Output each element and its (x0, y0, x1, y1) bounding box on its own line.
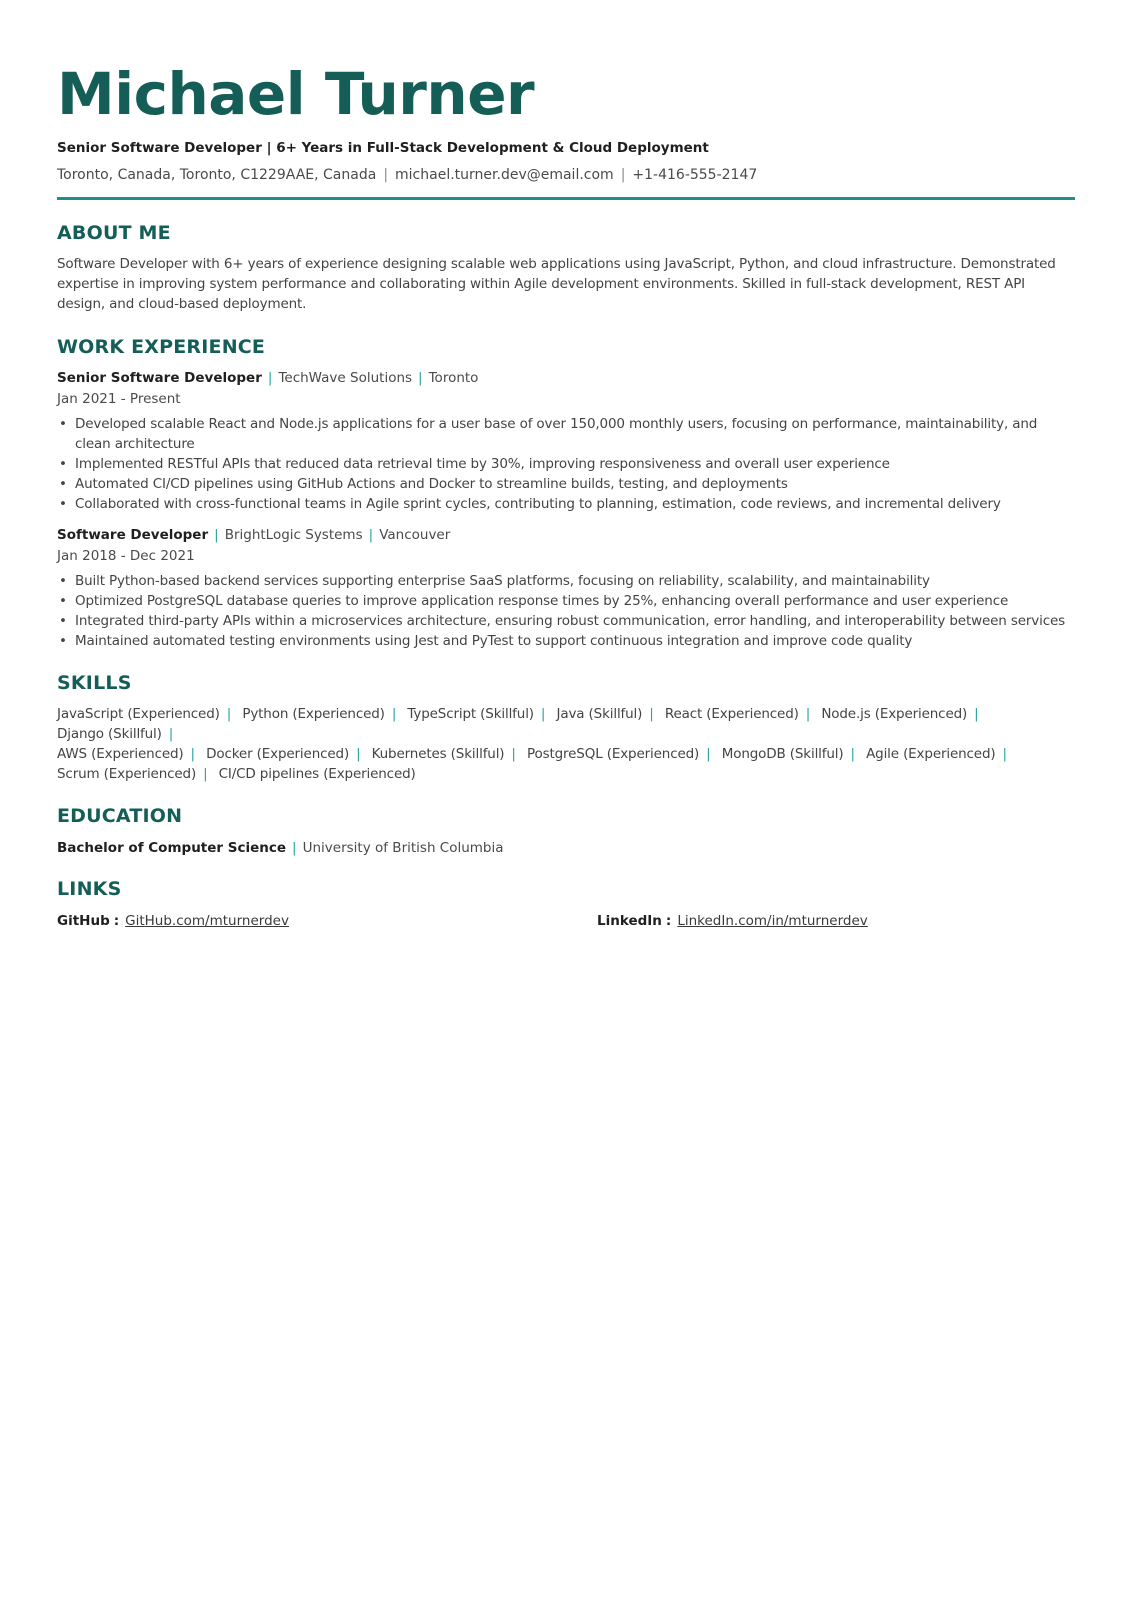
skill-item (527, 746, 718, 762)
skill-separator: | (649, 706, 654, 722)
bullet-text: Built Python-based backend services supporting enterprise SaaS platforms, focusing on reliability, scalability, and maintainability (75, 573, 930, 589)
bullet-text: Integrated third-party APIs within a microservices architecture, ensuring robust communication, error handling, and interoperability between services (75, 613, 1066, 629)
skill-label: Kubernetes (Skillful) (371, 746, 505, 762)
linkedin-label: LinkedIn (597, 913, 662, 929)
education-section (57, 804, 1075, 857)
skill-label: Python (Experienced) (242, 706, 385, 722)
phone[interactable]: +1-416-555-2147 (632, 167, 758, 183)
job-entry (57, 369, 1075, 514)
education-entry (57, 839, 1075, 857)
skill-item (57, 706, 238, 722)
job-entry (57, 526, 1075, 651)
skill-label: Docker (Experienced) (206, 746, 350, 762)
location: Toronto, Canada, Toronto, C1229AAE, Canada (57, 167, 377, 183)
link-colon: : (665, 913, 672, 929)
job-role: Software Developer (57, 527, 209, 543)
bullet-text: Optimized PostgreSQL database queries to improve application response times by 25%, enhancing overall performance and user experience (75, 593, 1009, 609)
bullet-dot: • (59, 496, 67, 512)
job-city: Vancouver (379, 527, 451, 543)
bullet-dot: • (59, 476, 67, 492)
bullet-text: Collaborated with cross-functional teams in Agile sprint cycles, contributing to planning, estimation, code reviews, and incremental delivery (75, 496, 1001, 512)
skill-label: Agile (Experienced) (866, 746, 996, 762)
skill-separator: | (168, 726, 174, 742)
job-city: Toronto (428, 370, 479, 386)
skill-separator: | (706, 746, 711, 762)
skill-item (57, 766, 214, 782)
job-separator: | (267, 370, 273, 386)
github-label: GitHub (57, 913, 110, 929)
list-item (57, 454, 1075, 474)
skill-separator: | (805, 706, 811, 722)
contact-separator: | (620, 167, 626, 183)
list-item (57, 474, 1075, 494)
school: University of British Columbia (302, 840, 504, 856)
skill-item (242, 706, 403, 722)
skill-label: PostgreSQL (Experienced) (526, 746, 700, 762)
skill-label: Scrum (Experienced) (57, 766, 197, 782)
job-role: Senior Software Developer (57, 370, 262, 386)
bullet-dot: • (59, 633, 67, 649)
header-divider (57, 197, 1075, 200)
skill-item (665, 706, 817, 722)
job-separator: | (368, 527, 374, 543)
skill-item (407, 706, 552, 722)
skill-label: Django (Skillful) (57, 726, 162, 742)
section-title-skills: SKILLS (57, 672, 132, 694)
bullet-dot: • (59, 456, 67, 472)
skill-label: React (Experienced) (664, 706, 799, 722)
job-bullets (57, 414, 1075, 514)
github-link-item (57, 912, 289, 930)
skill-separator: | (190, 746, 195, 762)
skill-separator: | (1002, 746, 1007, 762)
degree: Bachelor of Computer Science (57, 840, 287, 856)
linkedin-link[interactable]: LinkedIn.com/in/mturnerdev (677, 913, 868, 929)
list-item (57, 414, 1075, 454)
skills-list (57, 704, 1075, 784)
about-section (57, 221, 1075, 314)
skill-item (57, 726, 180, 742)
list-item (57, 591, 1075, 611)
github-link[interactable]: GitHub.com/mturnerdev (125, 913, 289, 929)
job-dates: Jan 2018 - Dec 2021 (57, 548, 195, 564)
bullet-text: Automated CI/CD pipelines using GitHub Actions and Docker to streamline builds, testing, and deployments (75, 476, 788, 492)
list-item (57, 494, 1075, 514)
job-separator: | (418, 370, 423, 386)
links-row (57, 912, 1075, 930)
job-separator: | (214, 527, 219, 543)
bullet-dot: • (59, 593, 67, 609)
job-header (57, 526, 1075, 544)
skill-separator: | (203, 766, 208, 782)
skill-item (219, 766, 416, 782)
headline: Senior Software Developer | 6+ Years in Full-Stack Development & Cloud Deployment (57, 140, 709, 156)
bullet-text: Maintained automated testing environments using Jest and PyTest to support continuous integration and improve code quality (75, 633, 913, 649)
skill-label: MongoDB (Skillful) (721, 746, 844, 762)
linkedin-link-item (597, 912, 868, 930)
skill-separator: | (356, 746, 361, 762)
resume-header (57, 58, 1075, 200)
bullet-dot: • (59, 416, 67, 432)
skills-section (57, 671, 1075, 784)
bullet-text: Developed scalable React and Node.js applications for a user base of over 150,000 monthly users, focusing on performance, maintainability, and clean architecture (75, 416, 1038, 452)
skill-item (722, 746, 862, 762)
section-title-links: LINKS (57, 878, 122, 900)
job-bullets (57, 571, 1075, 651)
link-colon: : (113, 913, 120, 929)
list-item (57, 611, 1075, 631)
job-header (57, 369, 1075, 387)
skill-separator: | (850, 746, 855, 762)
bullet-dot: • (59, 613, 67, 629)
skill-item (821, 706, 985, 722)
candidate-name: Michael Turner (57, 60, 535, 128)
skill-label: JavaScript (Experienced) (57, 706, 220, 722)
job-company: TechWave Solutions (278, 370, 413, 386)
skill-separator: | (974, 706, 979, 722)
skill-item (866, 746, 1014, 762)
bullet-text: Implemented RESTful APIs that reduced data retrieval time by 30%, improving responsiveness and overall user experience (75, 456, 890, 472)
list-item (57, 631, 1075, 651)
bullet-dot: • (59, 573, 67, 589)
skill-item (556, 706, 660, 722)
skill-separator: | (226, 706, 232, 722)
skill-label: Node.js (Experienced) (821, 706, 968, 722)
experience-section (57, 335, 1075, 651)
about-text: Software Developer with 6+ years of experience designing scalable web applications using JavaScript, Python, and cloud infrastructure. Demonstrated expertise in improving system performance and collaborating within Agile development environments. Skilled in full-stack development, REST API design, and cloud-based deployment. (57, 256, 1056, 312)
job-company: BrightLogic Systems (224, 527, 363, 543)
section-title-education: EDUCATION (57, 805, 183, 827)
skill-item (57, 746, 202, 762)
section-title-about: ABOUT ME (57, 222, 171, 244)
skill-label: TypeScript (Skillful) (407, 706, 534, 722)
skill-separator: | (511, 746, 516, 762)
skill-separator: | (540, 706, 546, 722)
skill-label: AWS (Experienced) (57, 746, 184, 762)
links-section (57, 877, 1075, 930)
section-title-experience: WORK EXPERIENCE (57, 336, 266, 358)
skill-item (206, 746, 367, 762)
skill-label: CI/CD pipelines (Experienced) (218, 766, 416, 782)
job-dates: Jan 2021 - Present (57, 391, 181, 407)
skill-item (372, 746, 523, 762)
contact-line (57, 166, 1075, 184)
skill-separator: | (391, 706, 397, 722)
education-separator: | (292, 840, 297, 856)
contact-separator: | (383, 167, 389, 183)
skill-label: Java (Skillful) (556, 706, 643, 722)
list-item (57, 571, 1075, 591)
email[interactable]: michael.turner.dev@email.com (395, 167, 614, 183)
